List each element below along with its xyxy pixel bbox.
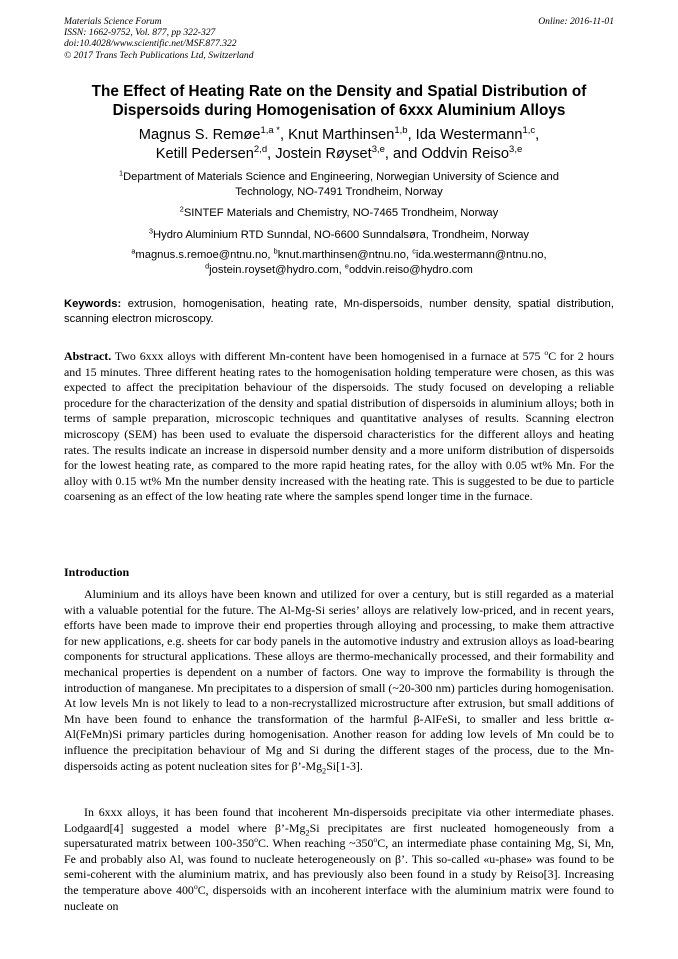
email-address[interactable]: magnus.s.remoe@ntnu.no, [135, 249, 274, 261]
email-address[interactable]: knut.marthinsen@ntnu.no, [277, 249, 413, 261]
section-heading-introduction: Introduction [64, 565, 130, 579]
email-mark: c [412, 246, 416, 256]
doi-line: doi:10.4028/www.scientific.net/MSF.877.322 [64, 38, 237, 50]
issn-line: ISSN: 1662-9752, Vol. 877, pp 322-327 [64, 27, 216, 39]
email-address[interactable]: oddvin.reiso@hydro.com [348, 263, 473, 276]
email-list [60, 248, 618, 277]
journal-name: Materials Science Forum [64, 16, 162, 27]
affil-text: Hydro Aluminium RTD Sunndal, NO-6600 Sunndalsøra, Trondheim, Norway [153, 229, 530, 241]
paragraph-text: C, an intermediate phase containing Mg, Si, Mn, Fe and probably also Al, was found to nucleate heterogeneously on β’. This so-called «u-phase» was found to be semi-coherent with the aluminium matrix, and has previously also been found in a study by Reiso[3]. Increasing the temperature above 400 [64, 836, 614, 897]
email-mark: a [131, 246, 136, 256]
keywords [64, 297, 614, 327]
author-affil-mark: 1,c [522, 125, 536, 137]
keywords-label: Keywords: [64, 298, 122, 310]
affiliation-2 [60, 206, 618, 221]
intro-paragraph-1 [64, 587, 614, 774]
author-list [40, 126, 638, 164]
author-affil-mark: 1,b [394, 125, 408, 137]
abstract-text: C for 2 hours and 15 minutes. Three different heating rates to the homogenisation holding temperature were chosen, as this was expected to affect the precipitation behaviour of the dispersoids. The study focused on developing a reliable procedure for the characterization of the density and spatial distribution of dispersoids in aluminium alloys; both in terms of sample preparation, microscopic techniques and quantitative analyses of results. Scanning electron microscopy (SEM) has been used to evaluate the dispersoid characteristics for the different alloys and heating rates. The results indicate an increase in dispersoid number density and a more uniform distribution of dispersoids for the lowest heating rate, as compared to the more rapid heating rates, for the alloy with 0.05 wt% Mn. For the alloy with 0.15 wt% Mn the number density increased with the heating rate. This is suggested to be due to particle coarsening as an effect of the low heating rate where the samples spend longer time in the furnace. [64, 349, 614, 504]
journal-header [64, 16, 254, 61]
author-affil-mark: 3,e [509, 144, 523, 156]
author-affil-mark: 1,a * [260, 125, 280, 137]
author-separator: , [535, 127, 540, 143]
paragraph-text: C, dispersoids with an incoherent interface with the aluminium matrix were found to nucleate on [64, 882, 615, 913]
author-name: , and Oddvin Reiso [384, 146, 510, 162]
degree-mark: o [373, 835, 378, 845]
email-mark: e [344, 260, 349, 270]
subscript: 2 [305, 827, 310, 837]
affil-text: Department of Materials Science and Engineering, Norwegian University of Science and [123, 171, 559, 183]
title-line-2: Dispersoids during Homogenisation of 6xxx Aluminium Alloys [112, 102, 566, 119]
paper-title [40, 82, 638, 120]
degree-mark: o [193, 882, 198, 891]
paragraph-text: C. When reaching ~350 [257, 836, 374, 851]
degree-mark: o [544, 348, 549, 358]
degree-mark: o [254, 835, 258, 845]
email-mark: b [273, 246, 278, 256]
email-address[interactable]: jostein.royset@hydro.com, [209, 263, 345, 276]
paragraph-text: Si precipitates are first nucleated homogeneously from a supersaturated matrix between 100-350 [64, 820, 614, 851]
paragraph-text: In 6xxx alloys, it has been found that incoherent Mn-dispersoids precipitate via other intermediate phases. Lodgaard[4] suggested a model where β’-Mg [64, 805, 614, 835]
author-name: , Knut Marthinsen [279, 127, 395, 143]
title-line-1: The Effect of Heating Rate on the Density and Spatial Distribution of [91, 83, 587, 100]
affil-text: Technology, NO-7491 Trondheim, Norway [235, 185, 443, 198]
affil-mark: 3 [148, 226, 154, 236]
author-name: Ketill Pedersen [155, 146, 254, 162]
copyright-line: © 2017 Trans Tech Publications Ltd, Switzerland [64, 49, 254, 61]
affiliation-3 [60, 228, 618, 243]
affil-mark: 2 [179, 204, 184, 214]
online-date: Online: 2016-11-01 [538, 16, 614, 27]
author-affil-mark: 3,e [371, 144, 385, 156]
email-address[interactable]: ida.westermann@ntnu.no, [415, 249, 547, 261]
keywords-text: extrusion, homogenisation, heating rate, Mn-dispersoids, number density, spatial distribution, scanning electron microscopy. [64, 298, 614, 325]
paragraph-text: Si[1-3]. [326, 758, 363, 773]
author-affil-mark: 2,d [253, 144, 268, 156]
intro-paragraph-2 [64, 805, 614, 914]
subscript: 2 [322, 765, 327, 775]
author-name: , Ida Westermann [407, 127, 523, 143]
paragraph-text: Aluminium and its alloys have been known and utilized for over a century, but is still regarded as a material with a valuable potential for the future. The Al-Mg-Si series’ alloys are relatively low-priced, and in recent years, efforts have been made to improve their end properties through alloying and processing, to make them attractive for new applications, e.g. sheets for car body panels in the automotive industry and extrusion alloys as load-bearing components for structural applications. These alloys are thermo-mechanically processed, and their formability and mechanical properties is dependent on a number of factors. One way to improve the formability is through the introduction of manganese. Mn precipitates to a dispersion of small (~20-300 nm) particles during homogenisation. At low levels Mn is not likely to lead to a non-recrystallized microstructure after extrusion, but small additions of Mn have been found to enhance the transformation of the harmful β-AlFeSi, to smaller and less brittle α-Al(FeMn)Si primary particles during homogenisation. Another reason for adding low levels of Mn could be to influence the precipitation behaviour of Mg and Si during the different stages of the process, due to the Mn-dispersoids acting as potent nucleation sites for β’-Mg [64, 587, 614, 773]
abstract-text: Two 6xxx alloys with different Mn-content have been homogenised in a furnace at 575 [111, 349, 545, 363]
abstract [64, 349, 614, 505]
affil-mark: 1 [119, 168, 124, 178]
author-name: , Jostein Røyset [267, 146, 372, 162]
abstract-label: Abstract. [64, 349, 112, 363]
affiliation-1 [60, 170, 618, 199]
affil-text: SINTEF Materials and Chemistry, NO-7465 Trondheim, Norway [183, 207, 499, 219]
email-mark: d [205, 260, 210, 270]
author-name: Magnus S. Remøe [138, 127, 261, 143]
